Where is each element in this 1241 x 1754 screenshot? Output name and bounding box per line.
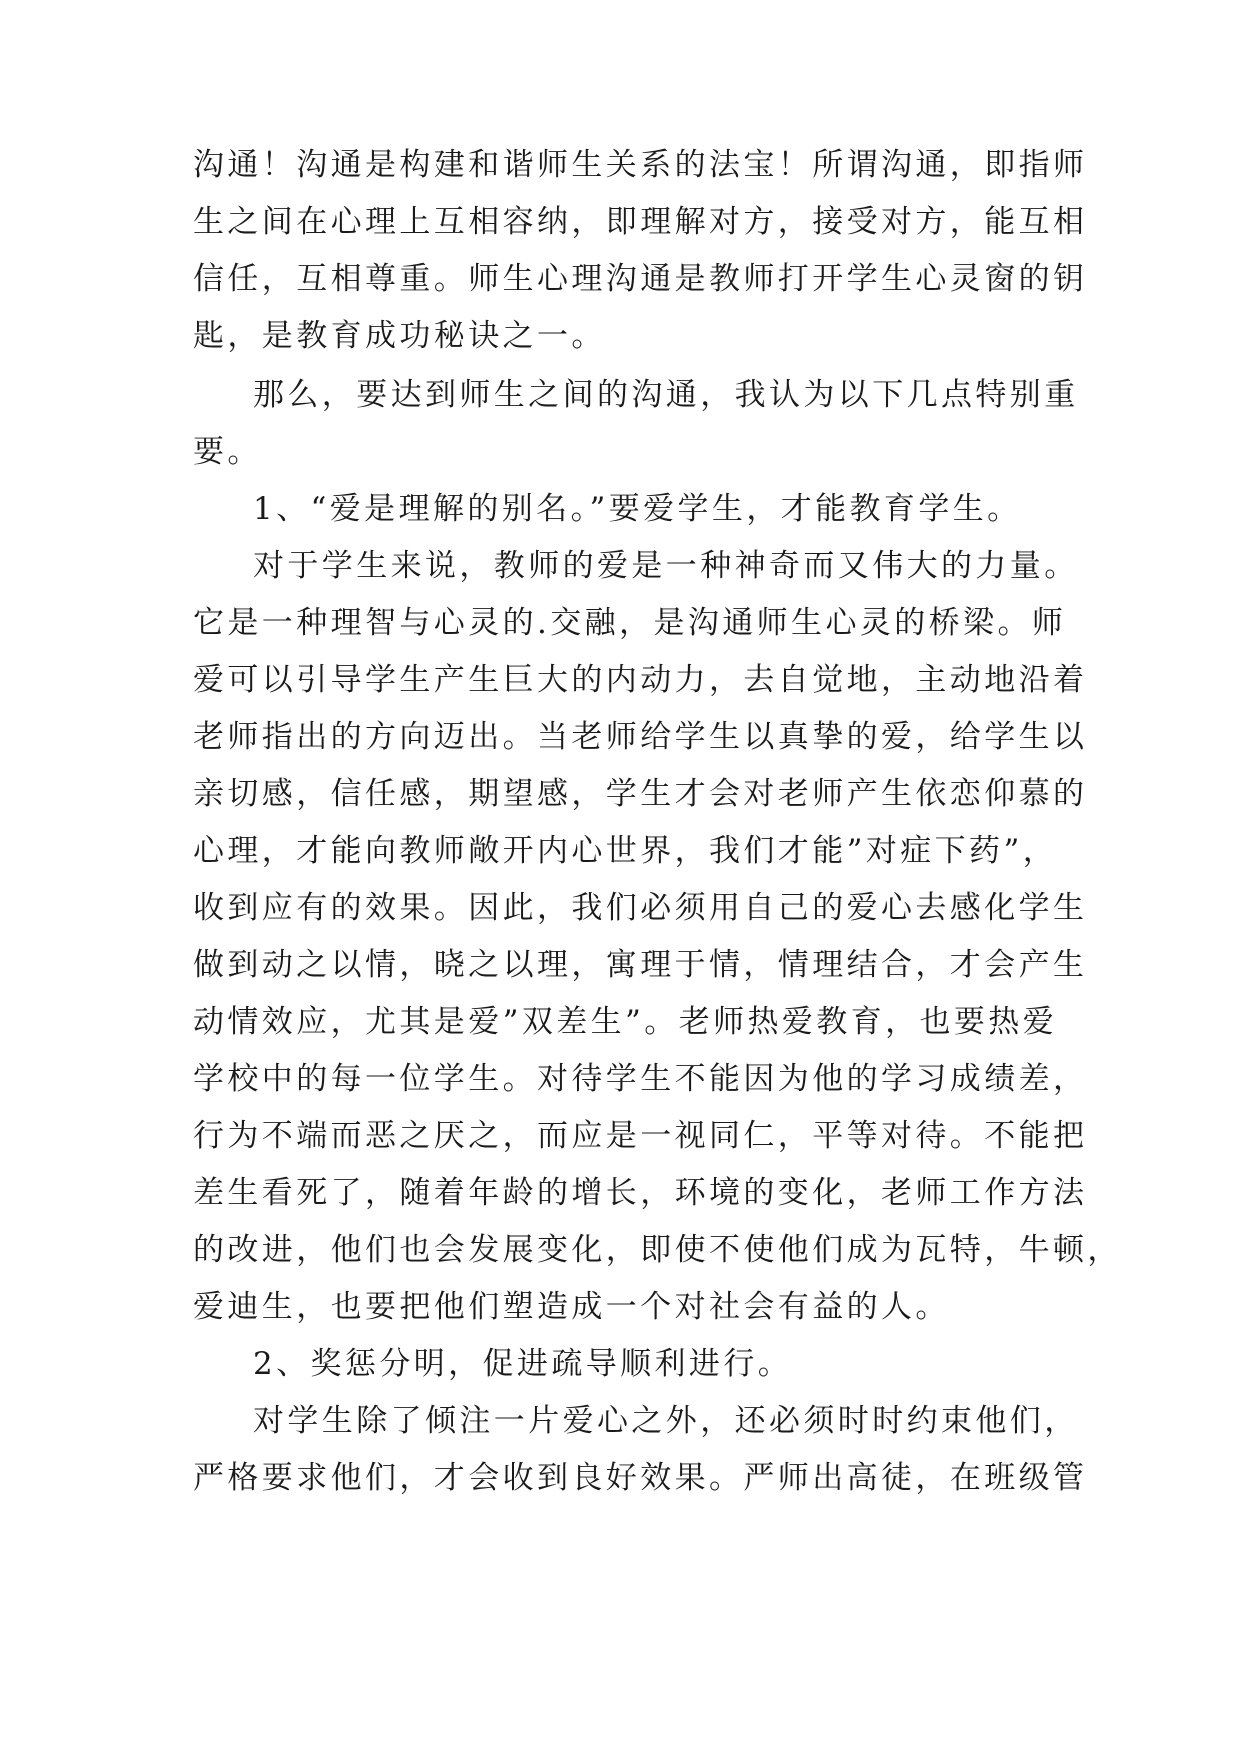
text-line: 1、“爱是理解的别名。”要爱学生，才能教育学生。: [253, 491, 1022, 527]
text-line: 沟通！沟通是构建和谐师生关系的法宝！所谓沟通，即指师: [193, 147, 1088, 183]
text-line: 老师指出的方向迈出。当老师给学生以真挚的爱，给学生以: [193, 719, 1088, 755]
text-line: 2、奖惩分明，促进疏导顺利进行。: [253, 1346, 793, 1382]
text-line: 它是一种理智与心灵的.交融，是沟通师生心灵的桥梁。师: [193, 605, 1067, 641]
text-line: 严格要求他们，才会收到良好效果。严师出高徒，在班级管: [193, 1460, 1088, 1496]
text-line: 做到动之以情，晓之以理，寓理于情，情理结合，才会产生: [193, 947, 1088, 983]
text-line: 要。: [193, 434, 262, 470]
text-line: 心理，才能向教师敞开内心世界，我们才能”对症下药”，: [193, 833, 1058, 869]
text-line: 行为不端而恶之厌之，而应是一视同仁，平等对待。不能把: [193, 1118, 1088, 1154]
text-line: 的改进，他们也会发展变化，即使不使他们成为瓦特，牛顿，: [193, 1232, 1122, 1268]
text-line: 生之间在心理上互相容纳，即理解对方，接受对方，能互相: [193, 204, 1088, 240]
text-line: 差生看死了，随着年龄的增长，环境的变化，老师工作方法: [193, 1175, 1088, 1211]
text-line: 学校中的每一位学生。对待学生不能因为他的学习成绩差，: [193, 1061, 1088, 1097]
text-line: 动情效应，尤其是爱”双差生”。老师热爱教育，也要热爱: [193, 1004, 1058, 1040]
text-line: 那么，要达到师生之间的沟通，我认为以下几点特别重: [253, 377, 1079, 413]
text-line: 信任，互相尊重。师生心理沟通是教师打开学生心灵窗的钥: [193, 261, 1088, 297]
text-line: 爱迪生，也要把他们塑造成一个对社会有益的人。: [193, 1289, 950, 1325]
text-line: 亲切感，信任感，期望感，学生才会对老师产生依恋仰慕的: [193, 776, 1088, 812]
text-line: 收到应有的效果。因此，我们必须用自己的爱心去感化学生: [193, 890, 1088, 926]
text-line: 对学生除了倾注一片爱心之外，还必须时时约束他们，: [253, 1403, 1079, 1439]
text-line: 匙，是教育成功秘诀之一。: [193, 318, 606, 354]
text-line: 爱可以引导学生产生巨大的内动力，去自觉地，主动地沿着: [193, 662, 1088, 698]
text-line: 对于学生来说，教师的爱是一种神奇而又伟大的力量。: [253, 548, 1079, 584]
